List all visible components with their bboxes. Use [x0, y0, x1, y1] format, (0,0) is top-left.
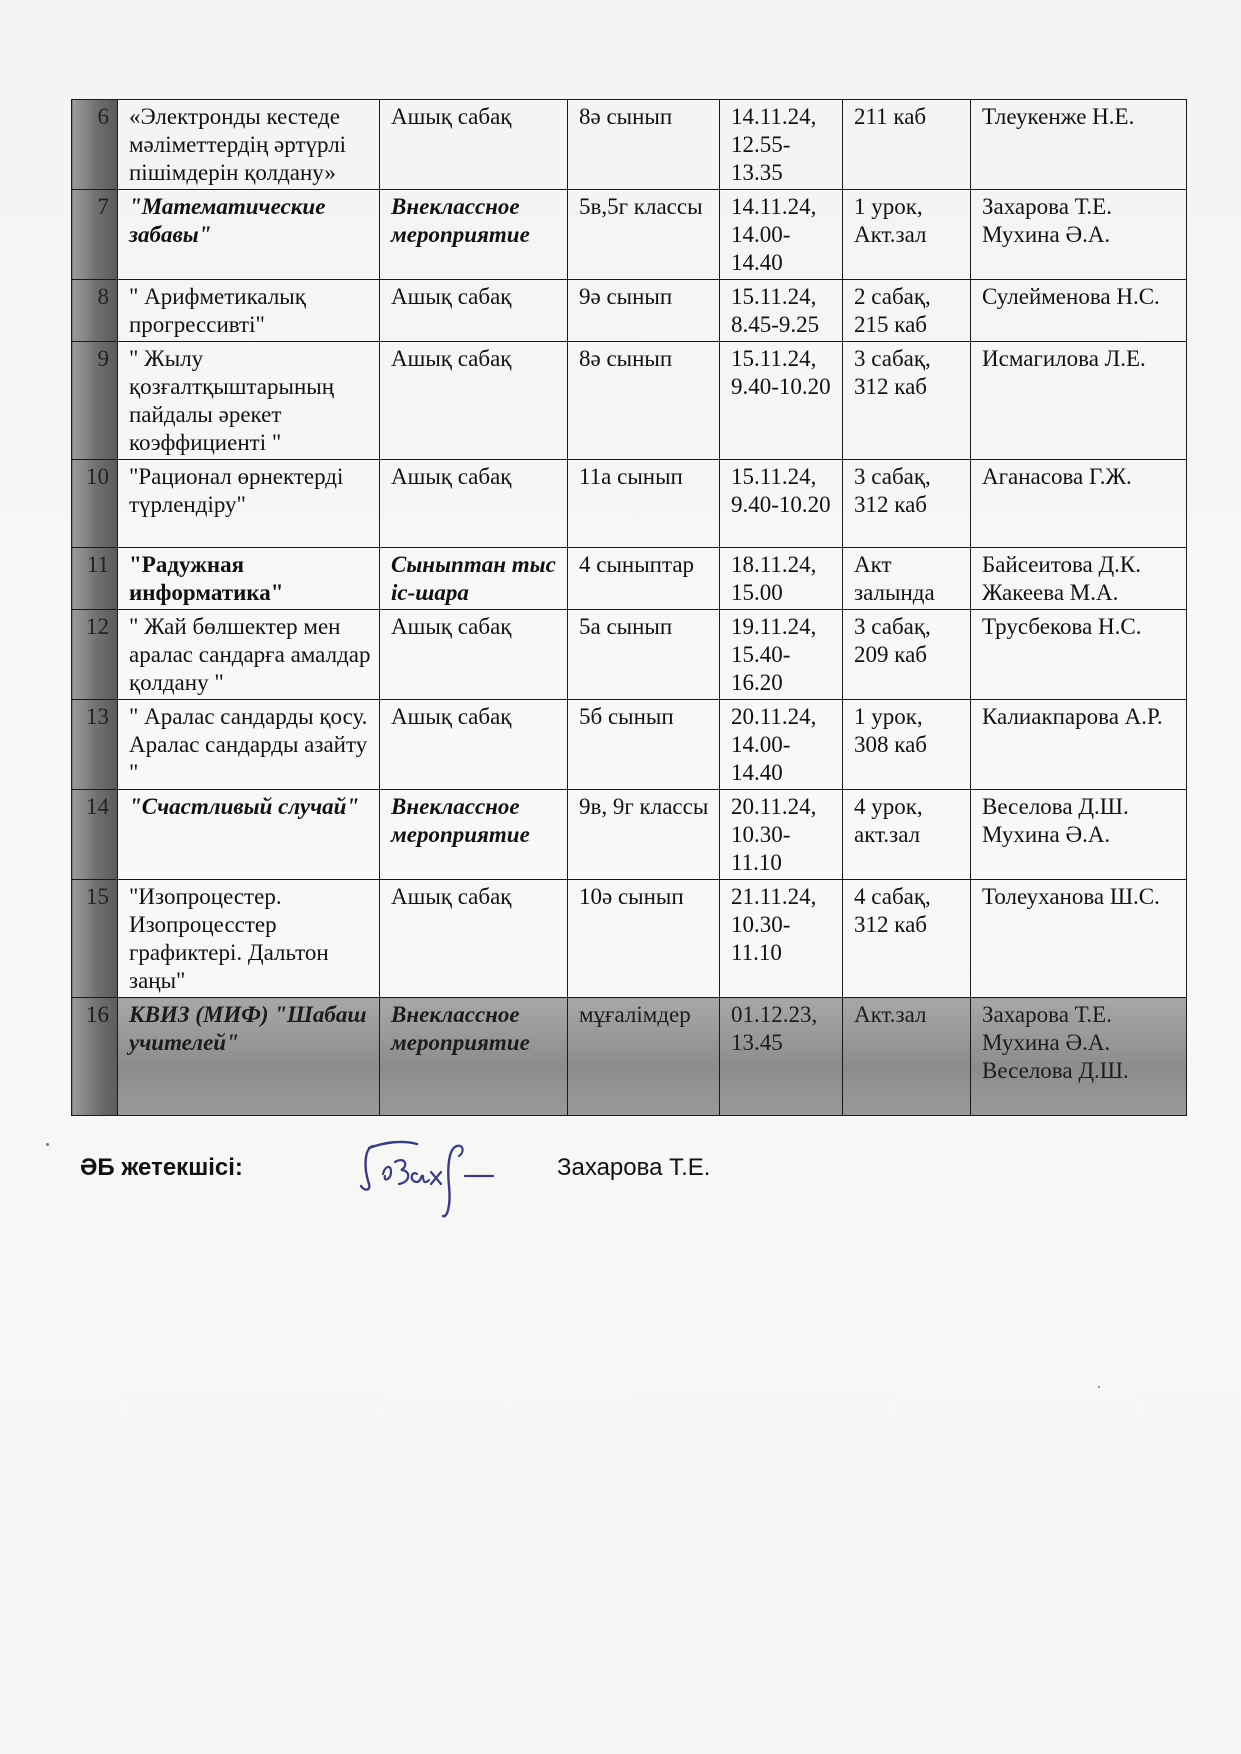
- event-place: Акт.зал: [843, 998, 971, 1116]
- event-class: 5а сынып: [568, 610, 720, 700]
- event-date: 20.11.24, 14.00-14.40: [720, 700, 843, 790]
- row-number: 11: [72, 548, 118, 610]
- event-date: 15.11.24, 8.45-9.25: [720, 280, 843, 342]
- event-teacher: Аганасова Г.Ж.: [971, 460, 1187, 548]
- event-class: мұғалімдер: [568, 998, 720, 1116]
- event-class: 5в,5г классы: [568, 190, 720, 280]
- event-title: КВИЗ (МИФ) "Шабаш учителей": [118, 998, 380, 1116]
- row-number: 7: [72, 190, 118, 280]
- event-place: 4 сабақ, 312 каб: [843, 880, 971, 998]
- event-class: 5б сынып: [568, 700, 720, 790]
- event-title: " Жылу қозғалтқыштарының пайдалы әрекет коэффициенті ": [118, 342, 380, 460]
- row-number: 13: [72, 700, 118, 790]
- event-place: 3 сабақ, 312 каб: [843, 342, 971, 460]
- table-row: [72, 548, 1187, 610]
- event-type: Ашық сабақ: [380, 280, 568, 342]
- row-number: 8: [72, 280, 118, 342]
- event-type: Ашық сабақ: [380, 880, 568, 998]
- event-teacher: Захарова Т.Е. Мухина Ә.А. Веселова Д.Ш.: [971, 998, 1187, 1116]
- event-title: " Арифметикалық прогрессивті": [118, 280, 380, 342]
- event-title: "Математические забавы": [118, 190, 380, 280]
- table-row: [72, 998, 1187, 1116]
- event-teacher: Трусбекова Н.С.: [971, 610, 1187, 700]
- row-number: 9: [72, 342, 118, 460]
- event-title: "Счастливый случай": [118, 790, 380, 880]
- row-number: 6: [72, 100, 118, 190]
- event-teacher: Калиакпарова А.Р.: [971, 700, 1187, 790]
- event-place: Акт залында: [843, 548, 971, 610]
- signer-role: ӘБ жетекшісі:: [80, 1154, 243, 1181]
- event-teacher: Байсеитова Д.К. Жакеева М.А.: [971, 548, 1187, 610]
- event-place: 3 сабақ, 312 каб: [843, 460, 971, 548]
- table-row: [72, 342, 1187, 460]
- handwritten-signature: [325, 1126, 505, 1222]
- row-number: 14: [72, 790, 118, 880]
- table-row: [72, 880, 1187, 998]
- row-number: 15: [72, 880, 118, 998]
- event-place: 3 сабақ, 209 каб: [843, 610, 971, 700]
- row-number: 10: [72, 460, 118, 548]
- row-number: 16: [72, 998, 118, 1116]
- event-date: 19.11.24, 15.40-16.20: [720, 610, 843, 700]
- event-class: 9ә сынып: [568, 280, 720, 342]
- event-title: " Аралас сандарды қосу. Аралас сандарды азайту ": [118, 700, 380, 790]
- table-row: [72, 460, 1187, 548]
- scan-speck: [1098, 1386, 1100, 1388]
- event-type: Внеклассное мероприятие: [380, 190, 568, 280]
- event-title: "Радужная информатика": [118, 548, 380, 610]
- event-title: "Рационал өрнектерді түрлендіру": [118, 460, 380, 548]
- event-place: 1 урок, 308 каб: [843, 700, 971, 790]
- event-class: 10ә сынып: [568, 880, 720, 998]
- event-place: 211 каб: [843, 100, 971, 190]
- event-date: 14.11.24, 14.00-14.40: [720, 190, 843, 280]
- event-teacher: Толеуханова Ш.С.: [971, 880, 1187, 998]
- event-teacher: Тлеукенже Н.Е.: [971, 100, 1187, 190]
- event-title: "Изопроцестер. Изопроцесстер графиктері. Дальтон заңы": [118, 880, 380, 998]
- event-title: " Жай бөлшектер мен аралас сандарға амалдар қолдану ": [118, 610, 380, 700]
- event-teacher: Веселова Д.Ш. Мухина Ә.А.: [971, 790, 1187, 880]
- table-row: [72, 790, 1187, 880]
- event-type: Внеклассное мероприятие: [380, 790, 568, 880]
- scan-speck: [46, 1143, 49, 1146]
- table-row: [72, 610, 1187, 700]
- event-class: 8ә сынып: [568, 100, 720, 190]
- event-teacher: Захарова Т.Е. Мухина Ә.А.: [971, 190, 1187, 280]
- event-class: 11а сынып: [568, 460, 720, 548]
- event-type: Ашық сабақ: [380, 460, 568, 548]
- event-date: 01.12.23, 13.45: [720, 998, 843, 1116]
- event-class: 9в, 9г классы: [568, 790, 720, 880]
- event-date: 20.11.24, 10.30-11.10: [720, 790, 843, 880]
- event-place: 4 урок, акт.зал: [843, 790, 971, 880]
- table-row: [72, 700, 1187, 790]
- events-table: [71, 99, 1187, 1116]
- event-date: 18.11.24, 15.00: [720, 548, 843, 610]
- event-date: 15.11.24, 9.40-10.20: [720, 460, 843, 548]
- event-teacher: Исмагилова Л.Е.: [971, 342, 1187, 460]
- event-type: Ашық сабақ: [380, 100, 568, 190]
- table-row: [72, 190, 1187, 280]
- event-type: Внеклассное мероприятие: [380, 998, 568, 1116]
- event-date: 15.11.24, 9.40-10.20: [720, 342, 843, 460]
- table-row: [72, 280, 1187, 342]
- signer-name: Захарова Т.Е.: [557, 1154, 711, 1181]
- row-number: 12: [72, 610, 118, 700]
- event-type: Ашық сабақ: [380, 342, 568, 460]
- event-type: Ашық сабақ: [380, 610, 568, 700]
- event-teacher: Сулейменова Н.С.: [971, 280, 1187, 342]
- event-date: 14.11.24, 12.55-13.35: [720, 100, 843, 190]
- event-date: 21.11.24, 10.30-11.10: [720, 880, 843, 998]
- event-type: Ашық сабақ: [380, 700, 568, 790]
- event-place: 2 сабақ, 215 каб: [843, 280, 971, 342]
- event-title: «Электронды кестеде мәліметтердің әртүрлі пішімдерін қолдану»: [118, 100, 380, 190]
- table-row: [72, 100, 1187, 190]
- event-type: Сыныптан тыс іс-шара: [380, 548, 568, 610]
- event-place: 1 урок, Акт.зал: [843, 190, 971, 280]
- event-class: 8ә сынып: [568, 342, 720, 460]
- signature-block: [80, 1150, 1180, 1230]
- event-class: 4 сыныптар: [568, 548, 720, 610]
